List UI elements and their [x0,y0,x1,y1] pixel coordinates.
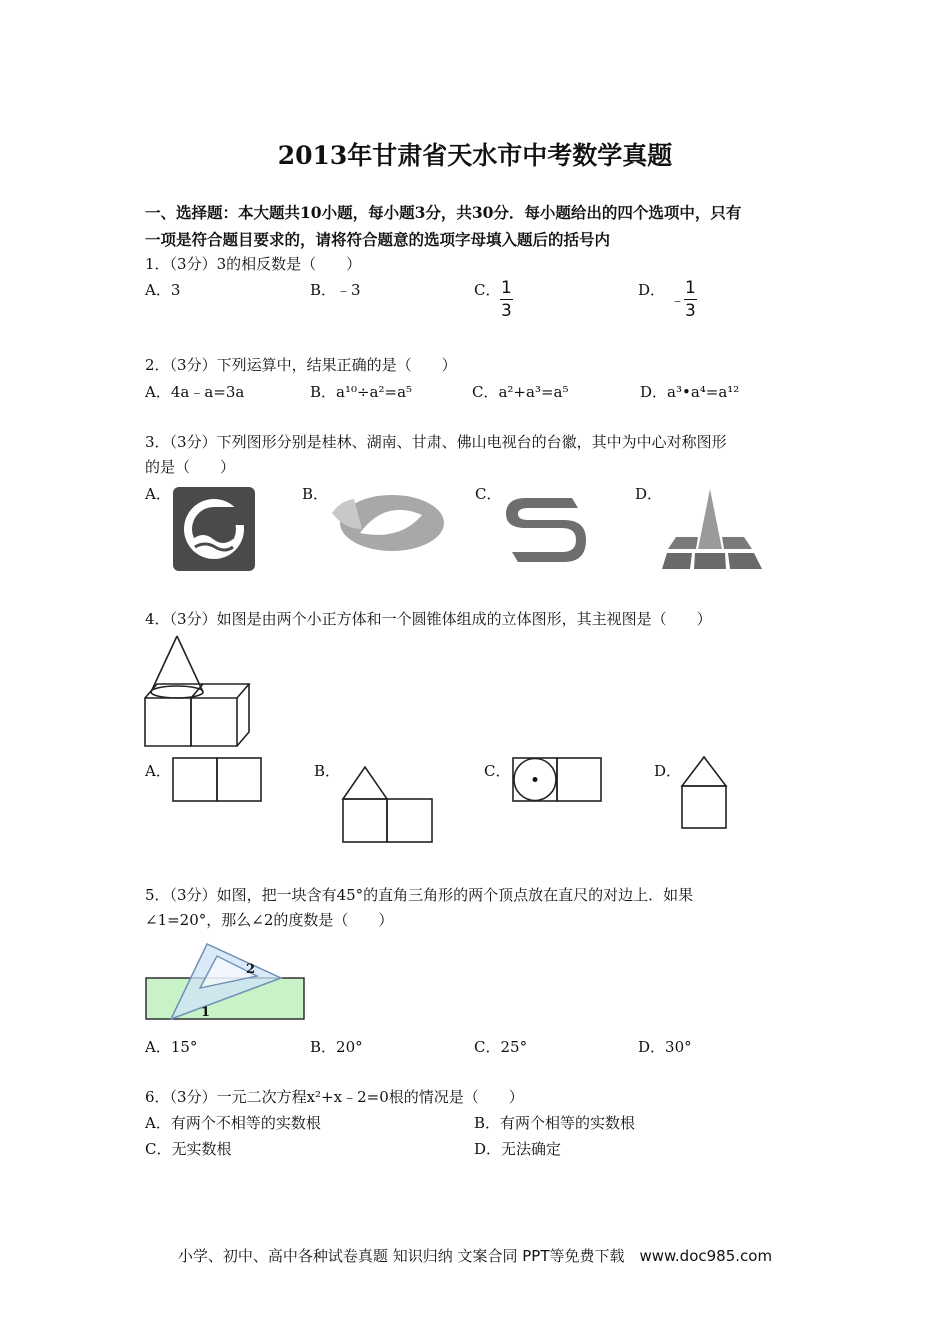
section-header-line2: 一项是符合题目要求的，请将符合题意的选项字母填入题后的括号内 [145,230,611,249]
q5-stem-line1: 5．（3分）如图，把一块含有45°的直角三角形的两个顶点放在直尺的对边上．如果 [145,886,694,904]
q4-option-d-label: D． [654,762,682,780]
q1-option-c-fraction [500,277,513,322]
hunan-tv-logo-figure [330,493,445,558]
q2-option-a: A．4a﹣a=3a [145,383,245,401]
q4-option-a-label: A． [145,762,171,780]
q5-ruler-triangle-figure [145,942,307,1024]
fraction-numerator: 1 [685,278,696,298]
q1-option-a: A．3 [145,281,181,299]
q5-option-a: A．15° [145,1038,198,1056]
q3-stem-line1: 3．（3分）下列图形分别是桂林、湖南、甘肃、佛山电视台的台徽，其中为中心对称图形 [145,433,727,451]
section-header-line1: 一、选择题：本大题共10小题，每小题3分，共30分．每小题给出的四个选项中，只有 [145,203,742,222]
q4-option-b-label: B． [314,762,341,780]
foshan-tv-logo-figure [662,489,772,571]
q1-stem: 1．（3分）3的相反数是（ ） [145,255,362,273]
q4-option-c-figure [512,757,602,802]
q3-option-b-label: B． [302,485,329,503]
q5-option-d: D．30° [638,1038,692,1056]
q6-option-b: B．有两个相等的实数根 [474,1114,636,1132]
q4-option-c-label: C． [484,762,511,780]
q5-angle-label-1: 1 [201,1005,211,1020]
q3-option-a-label: A． [145,485,171,503]
q1-option-d-sign: ﹣ [670,291,686,309]
q6-stem: 6．（3分）一元二次方程x²+x﹣2=0根的情况是（ ） [145,1088,524,1106]
q3-option-d-label: D． [635,485,663,503]
q5-stem-line2: ∠1=20°，那么∠2的度数是（ ） [145,911,394,929]
q1-option-b: B．﹣3 [310,281,361,299]
q2-option-d: D．a³•a⁴=a¹² [640,383,740,401]
q4-solid-figure [143,636,253,748]
q1-option-d-fraction [684,277,697,322]
page-title: 2013年甘肃省天水市中考数学真题 [277,141,673,170]
page-footer: 小学、初中、高中各种试卷真题 知识归纳 文案合同 PPT等免费下载 www.doc985.com [177,1247,773,1265]
q1-option-c [474,279,500,300]
q3-stem-line2: 的是（ ） [145,458,236,476]
q3-option-c-label: C． [475,485,502,503]
q6-option-c: C．无实数根 [145,1140,232,1158]
q5-angle-label-2: 2 [246,962,256,977]
q4-option-d-figure [681,756,727,830]
q1-option-c-label: C． [474,281,501,299]
q6-option-a: A．有两个不相等的实数根 [145,1114,321,1132]
fraction-denominator: 3 [501,301,512,321]
q2-option-b: B．a¹⁰÷a²=a⁵ [310,383,413,401]
q5-option-c: C．25° [474,1038,528,1056]
fraction-numerator: 1 [501,278,512,298]
fraction-denominator: 3 [685,301,696,321]
q4-stem: 4．（3分）如图是由两个小正方体和一个圆锥体组成的立体图形，其主视图是（ ） [145,610,712,628]
gansu-tv-logo-figure [502,490,588,566]
q1-option-d-label: D． [638,281,666,299]
guilin-tv-logo-figure [173,487,255,571]
q5-option-b: B．20° [310,1038,363,1056]
q2-stem: 2．（3分）下列运算中，结果正确的是（ ） [145,356,457,374]
q4-option-a-figure [172,757,262,802]
q4-option-b-figure [342,766,434,844]
q2-option-c: C．a²+a³=a⁵ [472,383,569,401]
q6-option-d: D．无法确定 [474,1140,562,1158]
